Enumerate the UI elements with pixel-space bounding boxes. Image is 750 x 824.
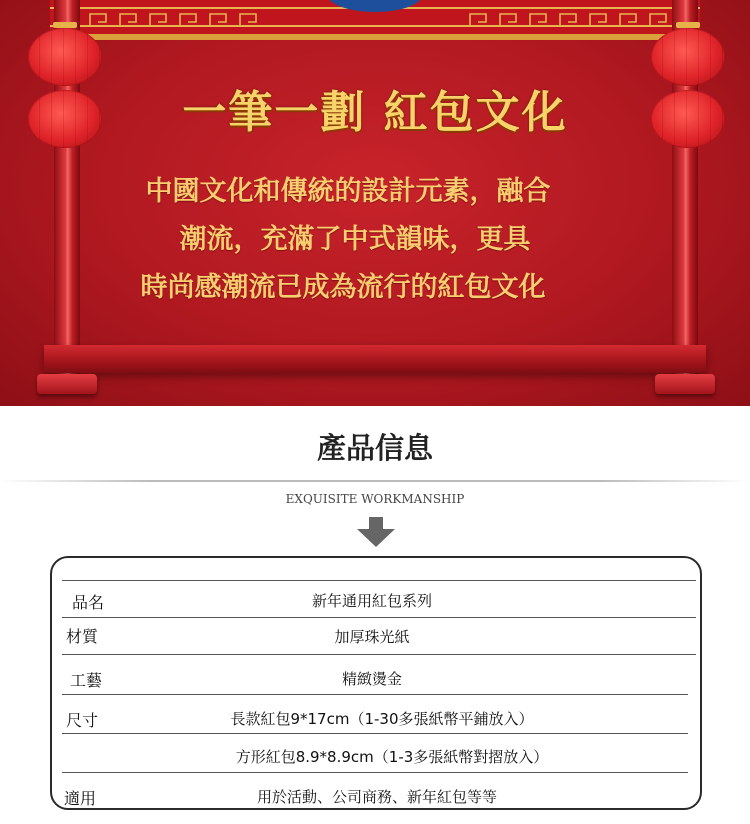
row-divider: [62, 733, 688, 734]
chinese-lattice-frieze: [50, 0, 700, 40]
section-title: 產品信息: [316, 431, 433, 465]
product-spec-table: [50, 556, 702, 810]
spec-label-material: 材質: [66, 627, 99, 646]
down-arrow-icon: [357, 517, 395, 547]
row-divider: [62, 580, 696, 581]
row-divider: [62, 617, 696, 618]
section-subtitle: EXQUISITE WORKMANSHIP: [285, 492, 465, 506]
spec-label-usage: 適用: [64, 789, 97, 808]
intro-line: 中國文化和傳統的設計元素，融合: [145, 176, 551, 207]
spec-value-usage: 用於活動、公司商務、新年紅包等等: [256, 788, 497, 806]
banner-intro: [0, 168, 750, 312]
intro-line: 時尚感潮流已成為流行的紅包文化: [140, 272, 546, 303]
hero-banner: [0, 0, 750, 406]
spec-value-name: 新年通用紅包系列: [311, 592, 432, 610]
row-divider: [62, 772, 688, 773]
spec-label-craft: 工藝: [70, 671, 103, 690]
spec-value-craft: 精緻燙金: [341, 670, 402, 688]
section-divider: [0, 480, 750, 482]
banner-headline: 一筆一劃 紅包文化: [182, 87, 568, 138]
spec-label-size: 尺寸: [66, 711, 99, 730]
row-divider: [62, 694, 688, 695]
spec-value-size-long: 長款紅包9*17cm（1-30多張紙幣平鋪放入）: [230, 710, 534, 728]
row-divider: [62, 654, 696, 655]
spec-label-name: 品名: [72, 593, 105, 612]
red-crossbeam: [44, 345, 706, 373]
spec-value-size-square: 方形紅包8.9*8.9cm（1-3多張紙幣對摺放入）: [235, 748, 549, 766]
left-pillar-base: [37, 374, 97, 394]
right-pillar-base: [655, 374, 715, 394]
spec-value-material: 加厚珠光紙: [334, 628, 410, 646]
intro-line: 潮流，充滿了中式韻味，更具: [179, 224, 531, 255]
